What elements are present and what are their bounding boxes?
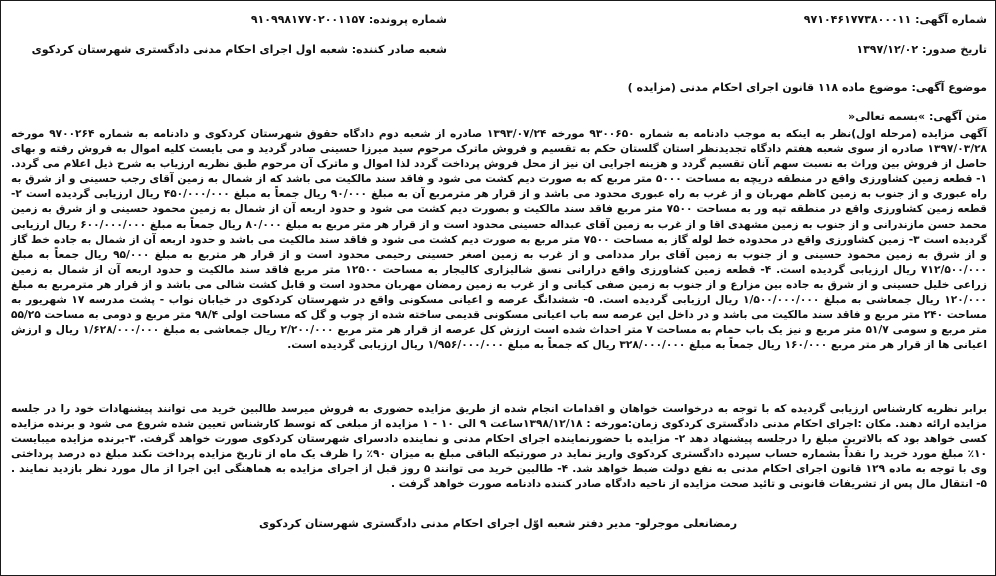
body-paragraph-1 [11, 127, 987, 353]
case-number [251, 13, 447, 26]
body-paragraph-2 [11, 402, 987, 493]
issuing-branch-label: شعبه صادر کننده: [351, 43, 447, 56]
ad-number-label: شماره آگهی: [915, 13, 987, 26]
signature [1, 517, 995, 530]
text-header-label: متن آگهی: [929, 110, 987, 123]
case-number-label: شماره پرونده: [368, 13, 447, 26]
issue-date [856, 43, 987, 56]
issue-date-value: ۱۳۹۷/۱۲/۰۲ [856, 43, 919, 56]
header-row-1 [9, 13, 987, 33]
header-row-2 [9, 43, 987, 63]
text-header [9, 110, 987, 123]
case-number-value: ۹۱۰۹۹۸۱۷۷۰۲۰۰۱۱۵۷ [250, 13, 365, 26]
text-header-value: »بسمه تعالی« [848, 110, 926, 123]
ad-number [804, 13, 987, 26]
signature-text: رمضانعلی موجرلو- مدیر دفتر شعبه اوّل اجرای احکام مدنی دادگستری شهرستان کردکوی [258, 517, 738, 530]
issuing-branch [32, 43, 447, 56]
subject [9, 81, 987, 94]
body-paragraph-2-text: برابر نظریه کارشناس ارزیابی گردیده که با توجه به درخواست خواهان و اقدامات انجام شده از طریق مزایده حضوری به فروش میرسد طالبین خرید می توانند پیشنهادات خود را در جلسه مزایده ارائه دهند. مکان :اجرای احکام مدنی دادگستری کردکوی زمان:مورخه : ۱۳۹۸/۱۲/۱۸ساعت ۹ الی ۱۰ - ۱ مزایده از مبلغی که توسط کارشناس تعیین شده شروع می شود و برنده مزایده کسی خواهد بود که بالاترین مبلغ را درجلسه پیشنهاد دهد ۲- مزایده با حضورنماینده اجرای احکام مدنی و نماینده دادسرای شهرستان کردکوی صورت خواهد گرفت. ۳-برنده مزایده میبایست ۱۰٪ مبلغ مورد خرید را نقداً بشماره حساب سپرده دادگستری کردکوی واریز نماید در صورتیکه الباقی مبلغ به میزان ۹۰٪ را ظرف یک ماه از تاریخ مزایده پرداخت نکند مبلغ ده درصد پرداختی وی با توجه به ماده ۱۲۹ قانون اجرای احکام مدنی به نفع دولت ضبط خواهد شد. ۴- طالبین خرید می توانند ۵ روز قبل از اجرای مزایده به هماهنگی این اجرا از مال مورد نظر بازدید نمایند . ۵- انتقال مال پس از تشریفات قانونی و تائید صحت مزایده از ناحیه دادگاه صادر کننده دادنامه صورت خواهد گرفت . [11, 403, 988, 491]
subject-value: موضوع ماده ۱۱۸ قانون اجرای احکام مدنی (مزایده ) [627, 81, 908, 94]
ad-number-value: ۹۷۱۰۴۶۱۷۷۳۸۰۰۰۱۱ [803, 13, 912, 26]
body-paragraph-1-text: آگهی مزایده (مرحله اول)نظر به اینکه به موجب دادنامه به شماره ۹۳۰۰۶۵۰ مورخه ۱۳۹۳/۰۷/۲۴ صادره از شعبه دوم دادگاه حقوق شهرستان کردکوی و دادنامه به شماره ۹۷۰۰۲۶۴ مورخه ۱۳۹۷/۰۳/۲۸ صادره از سوی شعبه هفتم دادگاه تجدیدنظر استان گلستان حکم به تقسیم و فروش ماترک مرحوم سید میرزا حسینی صادر گردید و می بایست کلیه اموال به فروش رفته و بهای حاصل از فروش بین وراث به نسبت سهم آنان تقسیم گردد و هزینه اجرایی ان نیز از محل فروش پرداخت گردد لذا اموال و ماترک آن مرحوم طبق نظریه ارزیاب به شرح ذیل اعلام می گردد. ۱- قطعه زمین کشاورزی واقع در منطقه دریچه به مساحت ۵۰۰۰ متر مربع که به صورت دیم کشت می شود و فاقد سند مالکیت می باشد که از شمال به زمین آقای رجب حسینی و از شرق به راه عبوری و از جنوب به زمین کاظم مهربان و از غرب به راه عبوری محدود می باشد و از قرار هر مترمربع آن به مبلغ ۹۰/۰۰۰ ریال جمعاً به مبلغ ۴۵۰/۰۰۰/۰۰۰ ریال ارزیابی گردیده است ۲- قطعه زمین کشاورزی واقع در منطقه تپه ور به مساحت ۷۵۰۰ متر مربع فاقد سند مالکیت و بصورت دیم کشت می شود و حدود اربعه آن از شمال به زمین محمود حسینی و از شرق به زمین محمد حسن مازندرانی و از جنوب به زمین مشهدی اقا و از غرب به زمین آقای عبداله حسینی محدود است و از قرار هر متر مربع به مبلغ ۸۰/۰۰۰ ریال جمعاً به مبلغ ۶۰۰/۰۰۰/۰۰۰ ریال ارزیابی گردیده است ۳- زمین کشاورزی واقع در محدوده خط لوله گاز به مساحت ۷۵۰۰ متر مربع به صورت دیم کشت می شود و فاقد سند مالکیت می باشد و حدود اربعه آن از شمال به جاده خط گاز و از شرق به زمین محمود حسینی و از جنوب به زمین آقای برار مددامی و از غرب به زمین اصغر حسینی رحیمی محدود است و از قرار هر متربع به مبلغ ۹۵/۰۰۰ ریال جمعاً به مبلغ ۷۱۲/۵۰۰/۰۰۰ ریال ارزیابی گردیده است. ۴- قطعه زمین کشاورزی واقع درارانی نسق شالیزاری کالیجار به مساحت ۱۲۵۰۰ متر مربع فاقد سند مالکیت و حدود اربعه آن از شمال به زمین زراعی خلیل حسینی و از شرق به جاده بین مزارع و از جنوب به زمین صفی کیانی و از غرب به زمین رمضان مهربان محدود است و قابل کشت شالی می باشد و از قرار هر مترمربع به مبلغ ۱۲۰/۰۰۰ ریال جمعاشی به مبلغ ۱/۵۰۰/۰۰۰/۰۰۰ ریال ارزیابی گردیده است. ۵- ششدانگ عرصه و اعیانی مسکونی واقع در شهرستان کردکوی در خیابان نواب - پشت مدرسه ۱۷ شهریور به مساحت ۲۴۰ متر مربع و فاقد سند مالکیت می باشد و در داخل این عرصه سه باب اعیانی مسکونی قدیمی ساخته شده از چوب و گل که مساحت اولی ۹۸/۴ متر مربع و دومی به مساحت ۵۵/۲۵ متر مربع و سومی ۵۱/۷ متر مربع و نیز یک باب حمام به مساحت ۷ متر احداث شده است ارزش کل عرصه از قرار هر متر مربع ۲/۲۰۰/۰۰۰ ریال جمعاشی به مبلغ ۱/۶۲۸/۰۰۰/۰۰۰ ریال و ارزش اعیانی ها از قرار هر متر مربع ۱۶۰/۰۰۰ ریال جمعاً به مبلغ ۳۲۸/۰۰۰/۰۰۰ ریال که جمعاً به مبلغ ۱/۹۵۶/۰۰۰/۰۰۰ ریال ارزیابی گردیده است. [11, 128, 988, 352]
issuing-branch-value: شعبه اول اجرای احکام مدنی دادگستری شهرستان کردکوی [31, 43, 348, 56]
issue-date-label: تاریخ صدور: [921, 43, 987, 56]
subject-label: موضوع آگهی: [911, 81, 987, 94]
